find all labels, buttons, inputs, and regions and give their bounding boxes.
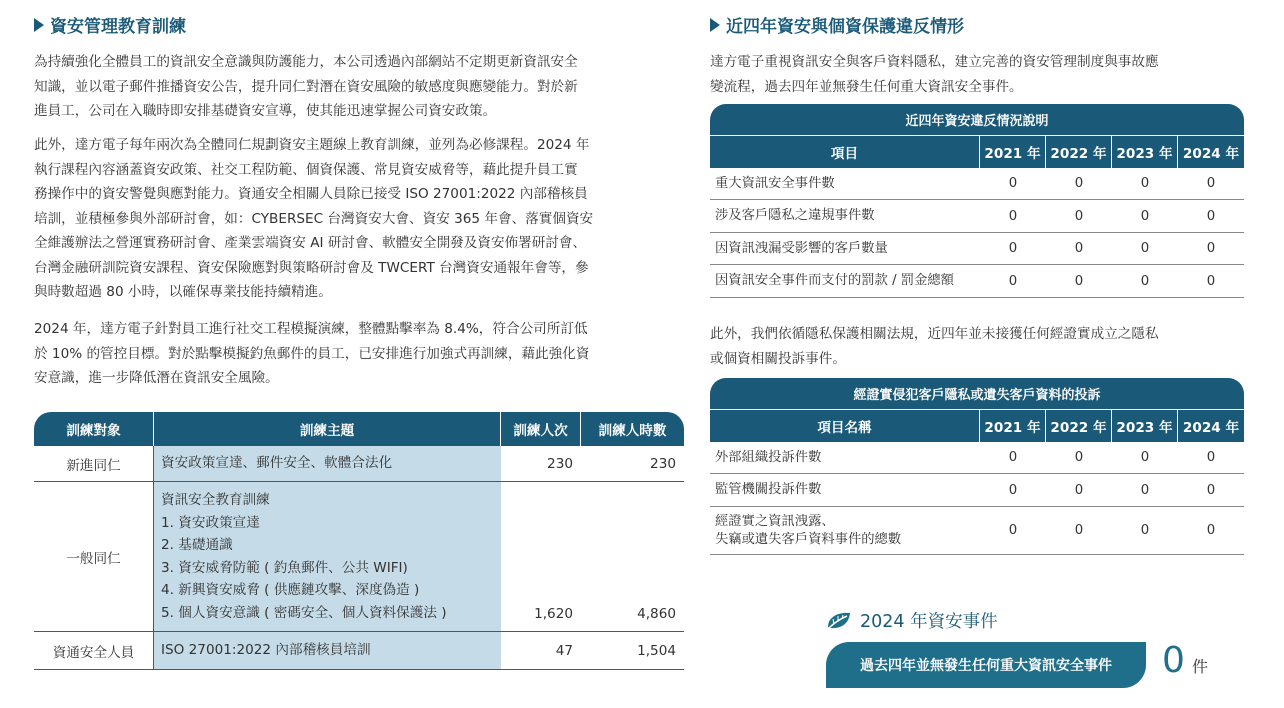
leaf-icon: [826, 611, 852, 631]
table-header: [710, 136, 1244, 168]
header-cell: 訓練主題: [154, 412, 501, 446]
training-target: 資通安全人員: [34, 632, 154, 669]
paragraph-line: 培訓，並積極參與外部研討會，如：CYBERSEC 台灣資安大會、資安 365 年會、落實個資安: [34, 210, 594, 227]
section-title-text: 近四年資安與個資保護違反情形: [726, 17, 964, 37]
item-line: 涉及客戶隱私之違規事件數: [715, 208, 875, 223]
topic-line: 2. 基礎通識: [161, 537, 233, 553]
paragraph-line: 安意識，進一步降低潛在資訊安全風險。: [34, 370, 279, 386]
topic-line: ISO 27001:2022 內部稽核員培訓: [161, 642, 371, 659]
event-count: 0: [1162, 640, 1185, 681]
training-topic: [154, 632, 501, 669]
item-line: 外部組織投訴件數: [715, 449, 822, 465]
year-value: 0: [1074, 273, 1084, 289]
table-row: [34, 446, 684, 482]
row-item: [710, 168, 980, 199]
year-value: 0: [1074, 208, 1084, 224]
year-value: 0: [1140, 176, 1150, 191]
year-value: 0: [1074, 176, 1084, 191]
triangle-bullet-icon: [34, 18, 44, 32]
table-row: [710, 265, 1244, 298]
paragraph-line: 知識，並以電子郵件推播資安公告，提升同仁對潛在資安風險的敏感度與應變能力。對於新: [34, 78, 578, 95]
year-value: 0: [1008, 176, 1018, 191]
training-table-header: [34, 412, 684, 446]
header-cell: 2022 年: [1046, 136, 1112, 168]
paragraph-line: 務操作中的資安警覺與應對能力。資通安全相關人員除已接受 ISO 27001:2022 內部稽核員: [34, 186, 588, 202]
violation-table: [710, 104, 1244, 298]
paragraph-line: 全維護辦法之營運實務研討會、產業雲端資安 AI 研討會、軟體安全開發及資安佈署研討會、: [34, 235, 587, 251]
header-cell: 2023 年: [1112, 410, 1178, 442]
training-target: 新進同仁: [34, 446, 154, 481]
row-item: [710, 265, 980, 297]
section-title-text: 資安管理教育訓練: [50, 17, 186, 37]
table-row: [710, 168, 1244, 200]
year-value: 0: [1206, 450, 1216, 465]
item-line: 因資訊安全事件而支付的罰款 / 罰金總額: [715, 273, 954, 288]
year-value: 0: [1008, 208, 1018, 224]
table-caption: 經證實侵犯客戶隱私或遺失客戶資料的投訴: [710, 378, 1244, 410]
item-line: 監管機關投訴件數: [715, 482, 822, 497]
year-value: 0: [1074, 482, 1084, 498]
paragraph-line: 執行課程內容涵蓋資安政策、社交工程防範、個資保護、常見資安威脅等，藉此提升員工實: [34, 161, 578, 178]
training-paragraph-1: [34, 50, 686, 124]
item-line: 因資訊洩漏受影響的客戶數量: [715, 240, 888, 256]
paragraph-line: 於 10% 的管控目標。對於點擊模擬釣魚郵件的員工，已安排進行加強式再訓練，藉此強化資: [34, 345, 590, 362]
table-row: [710, 507, 1244, 555]
year-value: 0: [1206, 482, 1216, 498]
year-value: 0: [1140, 241, 1150, 256]
training-topic: [154, 482, 501, 631]
year-value: 0: [1008, 523, 1018, 538]
table-caption: 近四年資安違反情況說明: [710, 104, 1244, 136]
paragraph-line: 此外，達方電子每年兩次為全體同仁規劃資安主題線上教育訓練，並列為必修課程。2024 年: [34, 137, 590, 153]
item-line: 重大資訊安全事件數: [715, 175, 835, 191]
training-table: [34, 412, 684, 670]
header-cell: 2023 年: [1112, 136, 1178, 168]
training-paragraph-3: [34, 317, 686, 391]
year-value: 0: [1074, 241, 1084, 256]
paragraph-line: 此外，我們依循隱私保護相關法規，近四年並未接獲任何經證實成立之隱私: [710, 326, 1159, 342]
paragraph-line: 與時數超過 80 小時，以確保專業技能持續精進。: [34, 284, 332, 300]
training-count: 230: [547, 455, 573, 472]
year-value: 0: [1008, 241, 1018, 256]
year-value: 0: [1140, 482, 1150, 498]
year-value: 0: [1008, 482, 1018, 498]
topic-line: 3. 資安威脅防範 ( 釣魚郵件、公共 WIFI): [161, 559, 408, 576]
section-title-training: [34, 12, 186, 37]
year-value: 0: [1074, 523, 1084, 538]
paragraph-line: 達方電子重視資訊安全與客戶資料隱私，建立完善的資安管理制度與事故應: [710, 54, 1159, 70]
header-cell: 2022 年: [1046, 410, 1112, 442]
training-target: 一般同仁: [34, 482, 154, 631]
table-row: [34, 632, 684, 670]
topic-line: 資安政策宣達、郵件安全、軟體合法化: [161, 455, 393, 472]
table-row: [710, 474, 1244, 507]
paragraph-line: 為持續強化全體員工的資訊安全意識與防護能力，本公司透過內部網站不定期更新資訊安全: [34, 54, 578, 70]
topic-line: 1. 資安政策宣達: [161, 514, 260, 531]
row-item: [710, 233, 980, 264]
paragraph-line: 台灣金融研訓院資安課程、資安保險應對與策略研討會及 TWCERT 台灣資安通報年會等，參: [34, 259, 589, 276]
header-cell: 2024 年: [1182, 420, 1240, 436]
year-value: 0: [1140, 208, 1150, 224]
year-value: 0: [1008, 450, 1018, 465]
table-row: [34, 482, 684, 632]
year-value: 0: [1074, 450, 1084, 465]
header-cell: 訓練人次: [501, 412, 581, 446]
year-value: 0: [1008, 273, 1018, 289]
item-line: 經證實之資訊洩露、: [715, 513, 835, 529]
row-item: [710, 507, 980, 554]
year-value: 0: [1140, 273, 1150, 289]
training-topic: [154, 446, 501, 481]
year-value: 0: [1140, 450, 1150, 465]
table-header: [710, 410, 1244, 442]
year-value: 0: [1206, 208, 1216, 224]
header-cell: 2021 年: [980, 410, 1046, 442]
topic-line: 資訊安全教育訓練: [161, 492, 270, 508]
event-label-badge: 過去四年並無發生任何重大資訊安全事件: [826, 642, 1146, 688]
year-value: 0: [1140, 523, 1150, 538]
year-value: 0: [1206, 523, 1216, 538]
year-value: 0: [1206, 273, 1216, 289]
violations-paragraph-1: [710, 50, 1250, 99]
header-cell: 2021 年: [980, 136, 1046, 168]
year-value: 0: [1206, 241, 1216, 256]
complaint-table: [710, 378, 1244, 555]
event-count-unit: 件: [1192, 657, 1209, 676]
row-item: [710, 474, 980, 506]
table-row: [710, 442, 1244, 474]
triangle-bullet-icon: [710, 18, 720, 32]
table-row: [710, 200, 1244, 233]
training-hours: 1,504: [637, 642, 676, 659]
paragraph-line: 或個資相關投訴事件。: [710, 350, 846, 367]
paragraph-line: 進員工，公司在入職時即安排基礎資安宣導，使其能迅速掌握公司資安政策。: [34, 103, 497, 119]
row-item: [710, 200, 980, 232]
training-count: 1,620: [534, 606, 573, 622]
topic-line: 4. 新興資安威脅 ( 供應鏈攻擊、深度偽造 ): [161, 582, 420, 598]
event-title: [826, 608, 998, 633]
header-cell: 項目: [710, 136, 980, 168]
event-title-text: 2024 年資安事件: [860, 612, 998, 632]
violations-paragraph-2: [710, 322, 1250, 371]
topic-line: 5. 個人資安意識 ( 密碼安全、個人資料保護法 ): [161, 604, 447, 621]
header-cell: 2024 年: [1182, 146, 1240, 162]
header-cell: 訓練對象: [34, 412, 154, 446]
year-value: 0: [1206, 176, 1216, 191]
section-title-violations: [710, 12, 964, 37]
paragraph-line: 變流程，過去四年並無發生任何重大資訊安全事件。: [710, 78, 1023, 95]
training-paragraph-2: [34, 133, 686, 305]
item-line: 失竊或遺失客戶資料事件的總數: [715, 531, 902, 547]
training-count: 47: [555, 642, 573, 659]
header-cell: 項目名稱: [710, 410, 980, 442]
training-hours: 4,860: [637, 606, 676, 622]
training-hours: 230: [650, 455, 676, 472]
paragraph-line: 2024 年，達方電子針對員工進行社交工程模擬演練，整體點擊率為 8.4%，符合公司所訂低: [34, 321, 588, 337]
table-row: [710, 233, 1244, 265]
header-cell: 訓練人時數: [598, 423, 667, 439]
row-item: [710, 442, 980, 473]
